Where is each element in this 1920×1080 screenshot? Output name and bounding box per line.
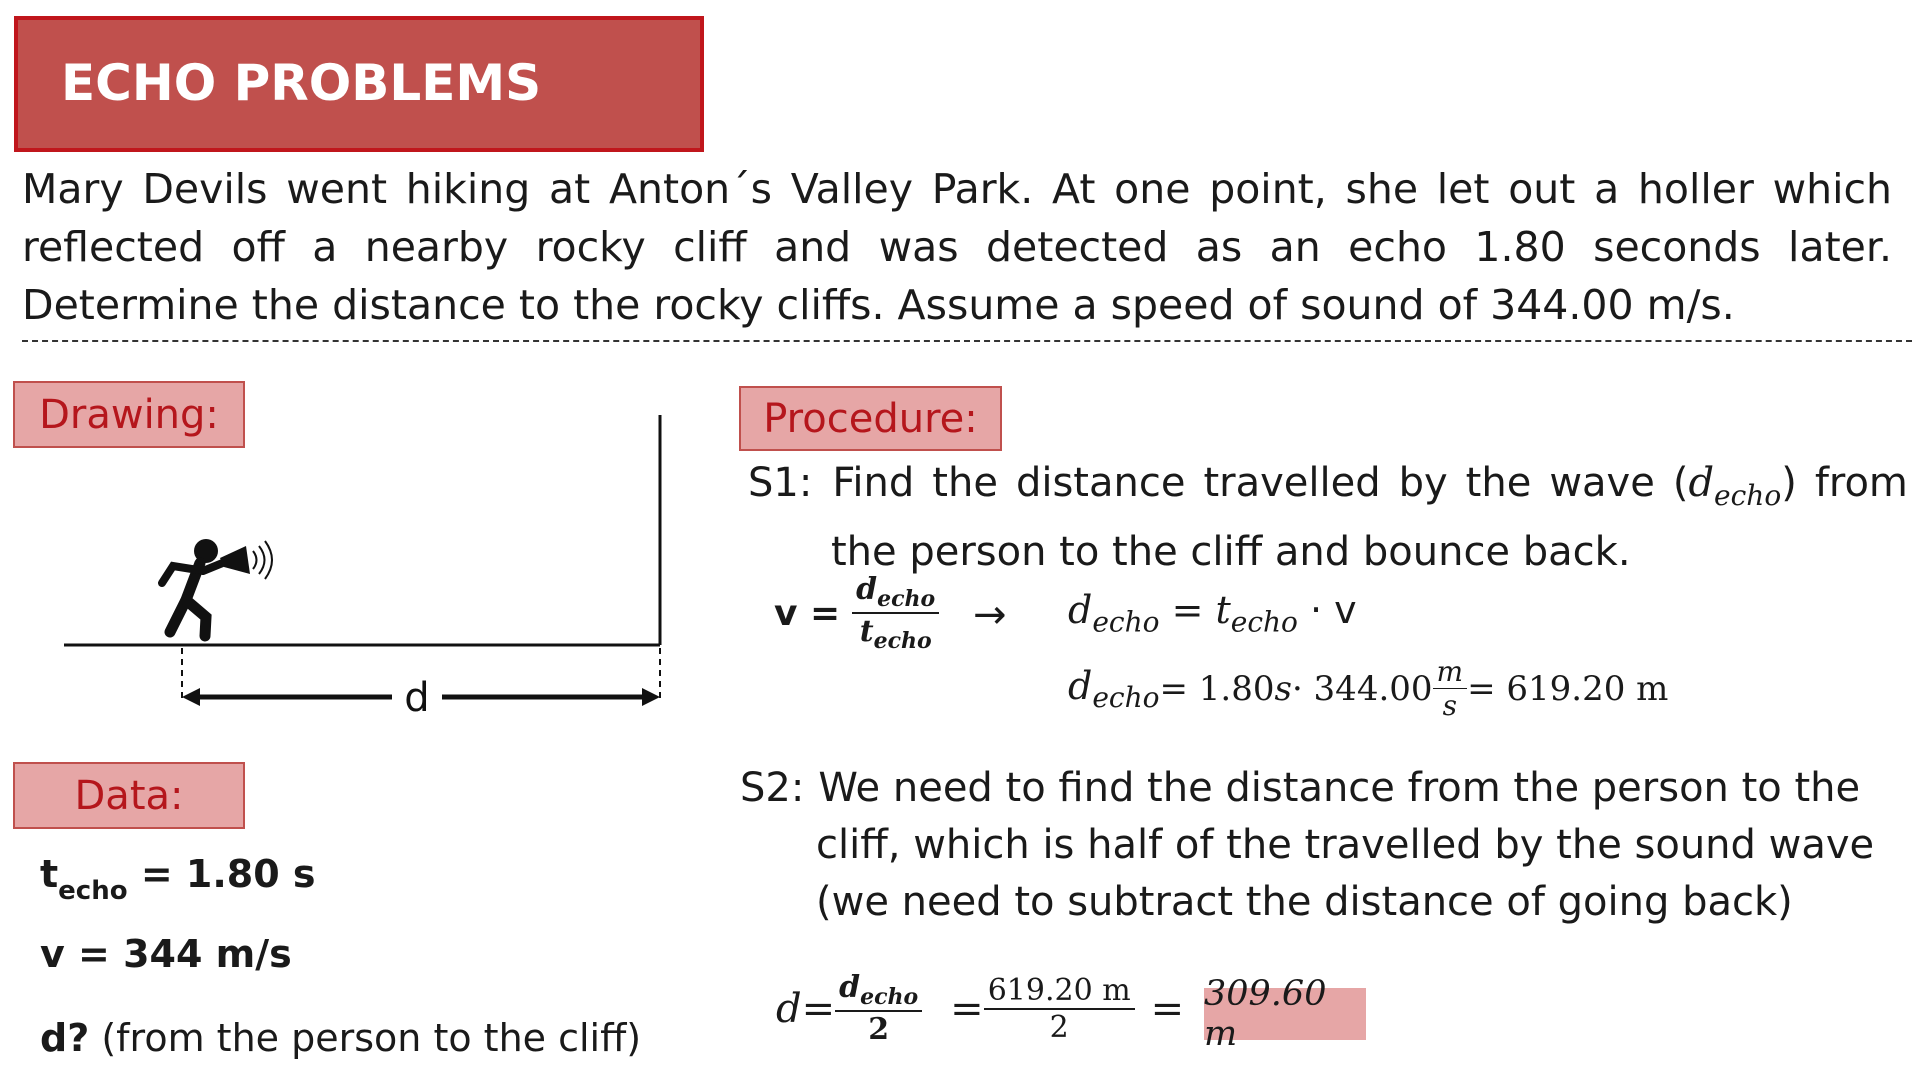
step-2-line1: We need to find the distance from the person to the bbox=[818, 765, 1861, 811]
step-1-line2: the person to the cliff and bounce back. bbox=[831, 529, 1631, 575]
formula-speed: v = $\frac{d_{echo}}{t_{echo}}$ bbox=[774, 572, 939, 654]
step-2-line3: (we need to subtract the distance of going back) bbox=[816, 879, 1793, 925]
step-1-prefix: S1: bbox=[748, 460, 813, 506]
person-with-megaphone-icon bbox=[162, 539, 272, 636]
section-divider bbox=[22, 340, 1912, 342]
page-title: ECHO PROBLEMS bbox=[61, 54, 542, 112]
title-banner bbox=[14, 16, 704, 152]
step-2 bbox=[740, 760, 1895, 931]
equation-2: $d_{echo}$ = 1.80 s · 344.00 $\frac{m}{s}$ = 619.20 m bbox=[1068, 655, 1669, 722]
procedure-label: Procedure: bbox=[739, 386, 1002, 451]
problem-statement: Mary Devils went hiking at Anton´s Valley Park. At one point, she let out a holler which reflected off a nearby rocky cliff and was detected as an echo 1.80 seconds later. Determine the distance to the rocky cliffs. Assume a speed of sound of 344.00 m/s. bbox=[22, 165, 1892, 329]
data-speed: v = 344 m/s bbox=[40, 932, 292, 976]
step-2-line2: cliff, which is half of the travelled by the sound wave bbox=[816, 822, 1875, 868]
data-label: Data: bbox=[13, 762, 245, 829]
arrow-icon: → bbox=[973, 592, 1007, 638]
final-equation: d = $\frac{d_{echo}}{2}$ = $\frac{619.20 m}{2}$ = bbox=[776, 970, 1185, 1047]
data-unknown: d? (from the person to the cliff) bbox=[40, 1016, 642, 1060]
answer-highlight: 309.60 m bbox=[1204, 988, 1366, 1040]
drawing-label: Drawing: bbox=[13, 381, 245, 448]
equation-1: $d_{echo} = t_{echo} \cdot v$ bbox=[1068, 588, 1357, 639]
data-time: $t_{echo} = 1.80$ s bbox=[40, 852, 316, 906]
distance-label: d bbox=[404, 675, 430, 720]
step-2-prefix: S2: bbox=[740, 765, 805, 811]
step-1: S1: Find the distance travelled by the wave $(d_{echo})$ from the person to the cliff and bounce back. bbox=[748, 455, 1908, 581]
echo-drawing bbox=[60, 410, 680, 720]
